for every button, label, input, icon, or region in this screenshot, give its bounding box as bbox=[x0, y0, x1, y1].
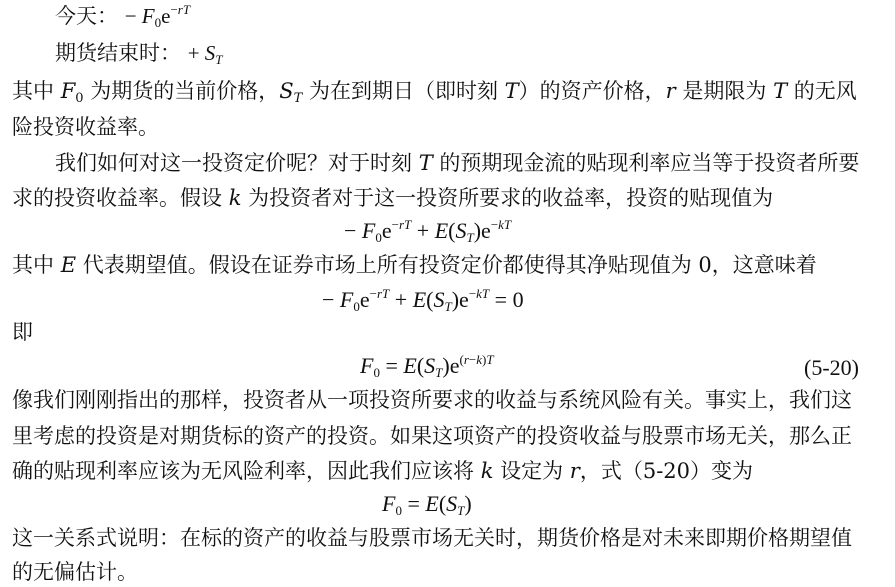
paragraph-4-line-1: 像我们刚刚指出的那样，投资者从一项投资所要求的收益与系统风险有关。事实上，我们这 bbox=[12, 388, 852, 412]
cashflow-end-label: 期货结束时： bbox=[55, 41, 181, 65]
paragraph-5-line-1: 这一关系式说明：在标的资产的收益与股票市场无关时，期货价格是对未来即期价格期望值 bbox=[12, 526, 852, 550]
paragraph-1-line-1: 其中 $F_0$ 为期货的当前价格，$S_T$ 为在到期日（即时刻 T）的资产价格，r 是期限为 T 的无风 bbox=[12, 79, 857, 106]
paragraph-2-line-2: 求的投资收益率。假设 k 为投资者对于这一投资所要求的收益率，投资的贴现值为 bbox=[12, 186, 774, 210]
equation-present-value: − $F_0e^{-rT} + E(S_T)e^{-kT}$ bbox=[344, 217, 512, 245]
cashflow-today-label: 今天： bbox=[55, 4, 118, 28]
paragraph-4-line-3: 确的贴现利率应该为无风险利率，因此我们应该将 k 设定为 r，式（5-20）变为 bbox=[12, 459, 754, 483]
paragraph-1-line-2: 险投资收益率。 bbox=[12, 115, 159, 139]
paragraph-2-line-1: 我们如何对这一投资定价呢？对于时刻 T 的预期现金流的贴现利率应当等于投资者所要 bbox=[55, 151, 860, 175]
equation-zero-npv: − $F_0e^{-rT} + E(S_T)e^{-kT} = 0$ bbox=[322, 286, 524, 314]
paragraph-3: 其中 E 代表期望值。假设在证券市场上所有投资定价都使得其净贴现值为 0，这意味着 bbox=[12, 253, 817, 277]
equation-5-20: $F_0 = E(S_T)e^{(r-k)T}$ bbox=[360, 352, 494, 380]
equation-number: (5-20) bbox=[804, 355, 859, 380]
cashflow-end-math: + $S_T$ bbox=[187, 41, 223, 67]
cashflow-end-line bbox=[55, 41, 223, 67]
cashflow-today-line bbox=[55, 2, 191, 30]
cashflow-today-math: − $F_0e^{-rT}$ bbox=[124, 2, 191, 30]
ji-word: 即 bbox=[12, 320, 33, 344]
paragraph-4-line-2: 里考虑的投资是对期货标的资产的投资。如果这项资产的投资收益与股票市场无关，那么正 bbox=[12, 424, 852, 448]
paragraph-5-line-2: 的无偏估计。 bbox=[12, 560, 138, 584]
equation-unbiased: $F_0 = E(S_T)$ bbox=[382, 491, 472, 518]
